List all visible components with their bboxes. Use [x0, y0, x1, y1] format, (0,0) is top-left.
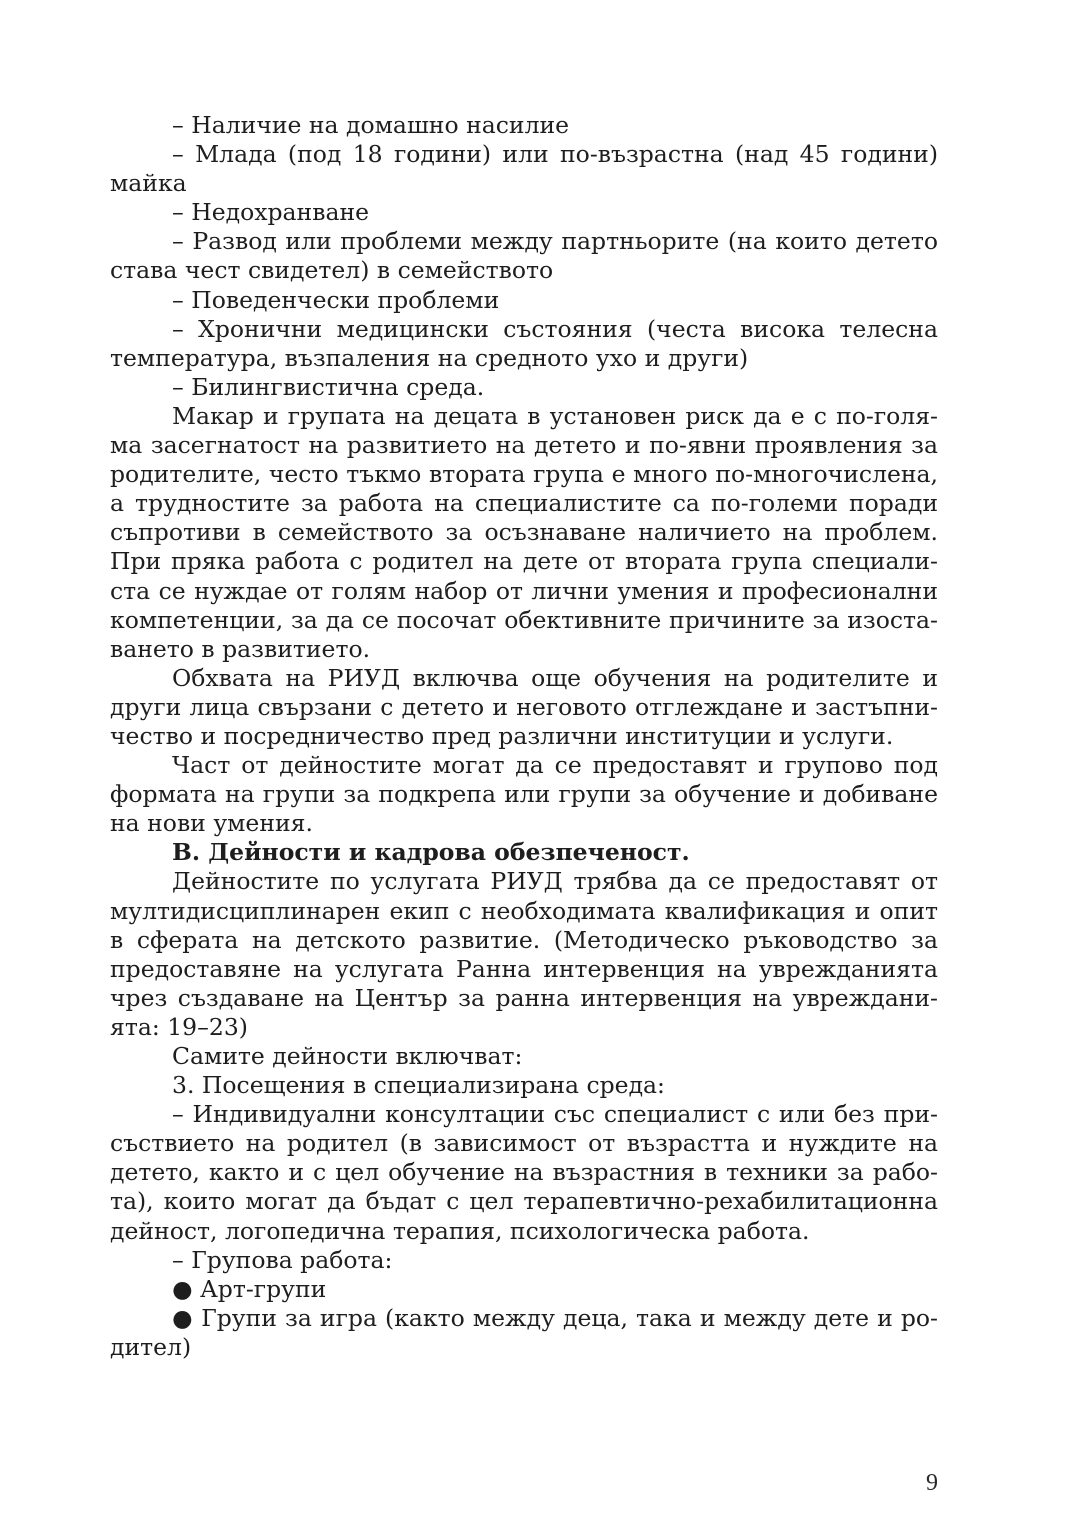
text-line: а трудностите за работа на специалистите са по-големи поради: [110, 489, 938, 518]
text-line: – Индивидуални консултации със специалист с или без при-: [172, 1100, 938, 1129]
text-line: Самите дейности включват:: [172, 1042, 523, 1070]
text-line: родителите, често тъкмо втората група е много по-многочислена,: [110, 460, 938, 489]
text-line: чрез създаване на Център за ранна интервенция на увреждани-: [110, 983, 938, 1012]
text-line: мултидисциплинарен екип с необходимата квалификация и опит: [110, 896, 938, 925]
text-line: Макар и групата на децата в установен риск да е с по-голя-: [172, 401, 938, 430]
text-line: – Хронични медицински състояния (честа висока телесна: [172, 314, 938, 343]
text-line: ● Арт-групи: [172, 1274, 327, 1303]
page-body: [110, 111, 938, 1362]
text-line: в сферата на детското развитие. (Методическо ръководство за: [110, 925, 938, 954]
text-line: дейност, логопедична терапия, психологическа работа.: [110, 1216, 810, 1245]
text-line: детето, както и с цел обучение на възрастния в техники за рабо-: [110, 1158, 938, 1187]
text-line: – Наличие на домашно насилие: [172, 111, 570, 139]
text-line: формата на групи за подкрепа или групи за обучение и добиване: [110, 780, 938, 809]
page-number: 9: [926, 1470, 938, 1496]
text-line: Дейностите по услугата РИУД трябва да се предоставят от: [172, 867, 938, 896]
section-heading: В. Дейности и кадрова обезпеченост.: [172, 838, 690, 867]
text-line: други лица свързани с детето и неговото отглеждане и застъпни-: [110, 692, 938, 721]
text-line: дител): [110, 1332, 192, 1361]
text-line: 3. Посещения в специализирана среда:: [172, 1071, 665, 1100]
text-line: предоставяне на услугата Ранна интервенция на уврежданията: [110, 954, 938, 983]
text-line: – Развод или проблеми между партньорите (на които детето: [172, 227, 938, 256]
text-line: на нови умения.: [110, 809, 313, 838]
text-line: – Млада (под 18 години) или по-възрастна (над 45 години): [172, 140, 938, 169]
text-line: ването в развитието.: [110, 634, 371, 663]
text-line: ма засегнатост на развитието на детето и по-явни проявления за: [110, 431, 938, 460]
text-line: та), които могат да бъдат с цел терапевтично-рехабилитационна: [110, 1187, 938, 1216]
text-line: – Групова работа:: [172, 1245, 393, 1274]
text-line: При пряка работа с родител на дете от втората група специали-: [110, 547, 938, 576]
text-line: чество и посредничество пред различни институции и услуги.: [110, 721, 894, 750]
text-line: ята: 19–23): [110, 1012, 248, 1041]
text-line: майка: [110, 169, 187, 198]
text-line: компетенции, за да се посочат обективните причините за изоста-: [110, 605, 938, 634]
text-line: съпротиви в семейството за осъзнаване наличието на проблем.: [110, 518, 938, 547]
text-line: Обхвата на РИУД включва още обучения на родителите и: [172, 663, 938, 692]
text-line: – Недохранване: [172, 198, 370, 227]
text-line: – Билингвистична среда.: [172, 372, 485, 401]
text-line: Част от дейностите могат да се предоставят и групово под: [172, 751, 938, 780]
text-line: температура, възпаления на средното ухо и други): [110, 343, 749, 372]
text-line: става чест свидетел) в семейството: [110, 256, 554, 285]
text-line: ста се нуждае от голям набор от лични умения и професионални: [110, 576, 938, 605]
text-line: – Поведенчески проблеми: [172, 285, 500, 314]
text-line: ● Групи за игра (както между деца, така и между дете и ро-: [172, 1303, 938, 1332]
text-line: съствието на родител (в зависимост от възрастта и нуждите на: [110, 1129, 938, 1158]
